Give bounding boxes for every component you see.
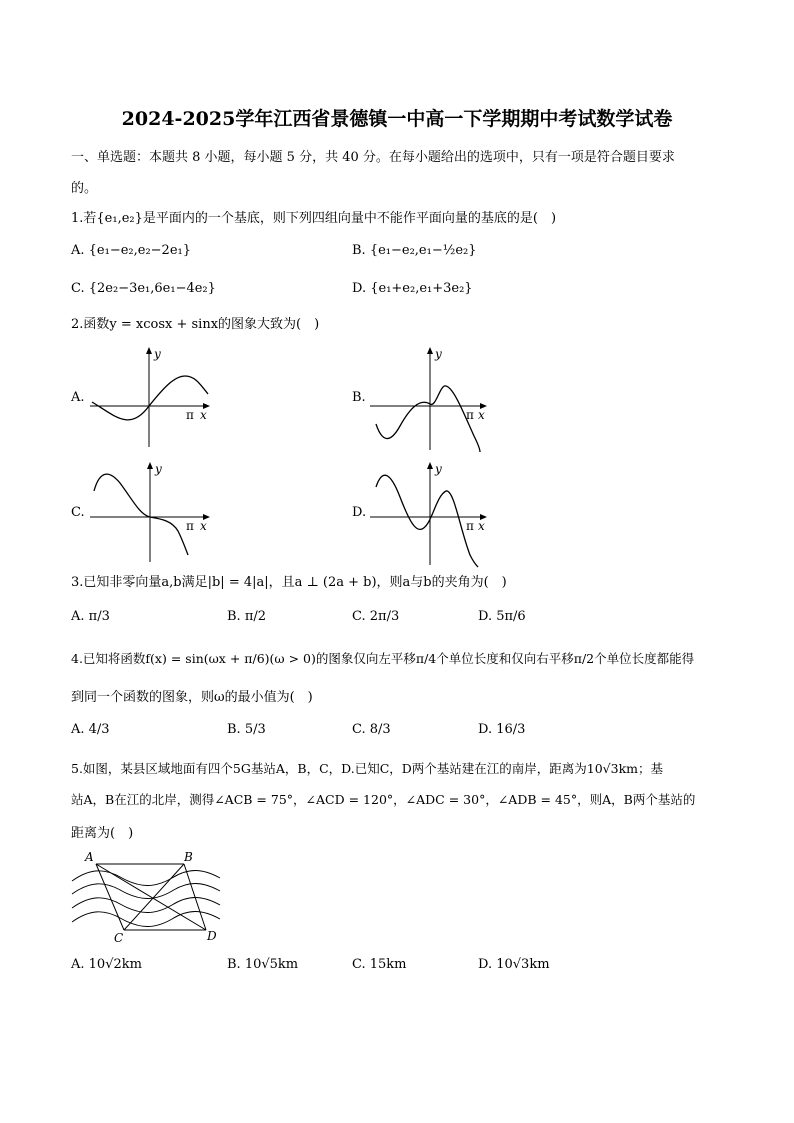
q5-option-b: B. 10√5km: [227, 957, 299, 972]
q5-label-c: C: [114, 931, 124, 945]
section-header-line2: 的。: [71, 181, 98, 196]
q5-option-a: A. 10√2km: [71, 957, 142, 972]
q2-option-c-label: C.: [71, 505, 85, 520]
q4-option-b: B. 5/3: [227, 722, 266, 737]
q2-option-d-label: D.: [352, 505, 367, 520]
q2-c-ylabel: y: [155, 462, 162, 476]
q4-stem-line1: 4.已知将函数f(x) = sin(ωx + π/6)(ω > 0)的图象仅向左平移π/4个单位长度和仅向右平移π/2个单位长度都能得: [71, 651, 695, 666]
q4-option-d: D. 16/3: [478, 722, 526, 737]
q2-stem: 2.函数y = xcosx + sinx的图象大致为( ): [71, 317, 320, 332]
q2-d-ylabel: y: [435, 462, 442, 476]
q4-stem-line2: 到同一个函数的图象，则ω的最小值为( ): [71, 690, 313, 705]
q2-b-xlabel: x: [478, 408, 485, 422]
q2-d-xlabel: x: [478, 519, 485, 533]
q1-option-c: C. {2e₂−3e₁,6e₁−4e₂}: [71, 281, 216, 296]
q2-c-pi: π: [186, 519, 194, 533]
q3-option-c: C. 2π/3: [352, 609, 400, 624]
q2-graph-b: [370, 344, 500, 454]
q5-stem-line3: 距离为( ): [71, 826, 134, 841]
q2-option-a-label: A.: [71, 390, 85, 405]
q1-option-d: D. {e₁+e₂,e₁+3e₂}: [352, 281, 473, 296]
q2-d-pi: π: [466, 519, 474, 533]
q3-option-b: B. π/2: [227, 609, 267, 624]
q5-label-b: B: [184, 850, 193, 864]
section-header-line1: 一、单选题：本题共 8 小题，每小题 5 分，共 40 分。在每小题给出的选项中，只有一项是符合题目要求: [71, 150, 675, 165]
q3-option-d: D. 5π/6: [478, 609, 526, 624]
q4-option-a: A. 4/3: [71, 722, 110, 737]
q2-a-xlabel: x: [200, 408, 207, 422]
q2-graph-d: [370, 459, 500, 569]
q5-option-c: C. 15km: [352, 957, 407, 972]
q5-river-diagram: [70, 846, 230, 946]
q5-label-a: A: [85, 850, 94, 864]
q5-stem-line2: 站A，B在江的北岸，测得∠ACB = 75°，∠ACD = 120°，∠ADC = 30°，∠ADB = 45°，则A，B两个基站的: [71, 792, 696, 807]
q2-b-pi: π: [466, 408, 474, 422]
q5-stem-line1: 5.如图，某县区域地面有四个5G基站A，B，C，D.已知C，D两个基站建在江的南岸，距离为10√3km；基: [71, 761, 664, 776]
exam-title: 2024-2025学年江西省景德镇一中高一下学期期中考试数学试卷: [121, 108, 673, 130]
q5-option-d: D. 10√3km: [478, 957, 550, 972]
q2-option-b-label: B.: [352, 390, 366, 405]
q2-a-pi: π: [186, 408, 194, 422]
q1-option-b: B. {e₁−e₂,e₁−½e₂}: [352, 243, 477, 258]
q4-option-c: C. 8/3: [352, 722, 391, 737]
q2-graph-a: [90, 344, 220, 449]
q5-label-d: D: [207, 929, 217, 943]
q2-graph-c: [90, 459, 220, 564]
q1-stem: 1.若{e₁,e₂}是平面内的一个基底，则下列四组向量中不能作平面向量的基底的是( ): [71, 211, 557, 226]
q1-option-a: A. {e₁−e₂,e₂−2e₁}: [71, 243, 192, 258]
q2-b-ylabel: y: [435, 347, 442, 361]
q2-a-ylabel: y: [154, 347, 161, 361]
q2-c-xlabel: x: [200, 519, 207, 533]
q3-stem: 3.已知非零向量a,b满足|b| = 4|a|，且a ⊥ (2a + b)，则a与b的夹角为( ): [71, 575, 507, 590]
q3-option-a: A. π/3: [71, 609, 110, 624]
